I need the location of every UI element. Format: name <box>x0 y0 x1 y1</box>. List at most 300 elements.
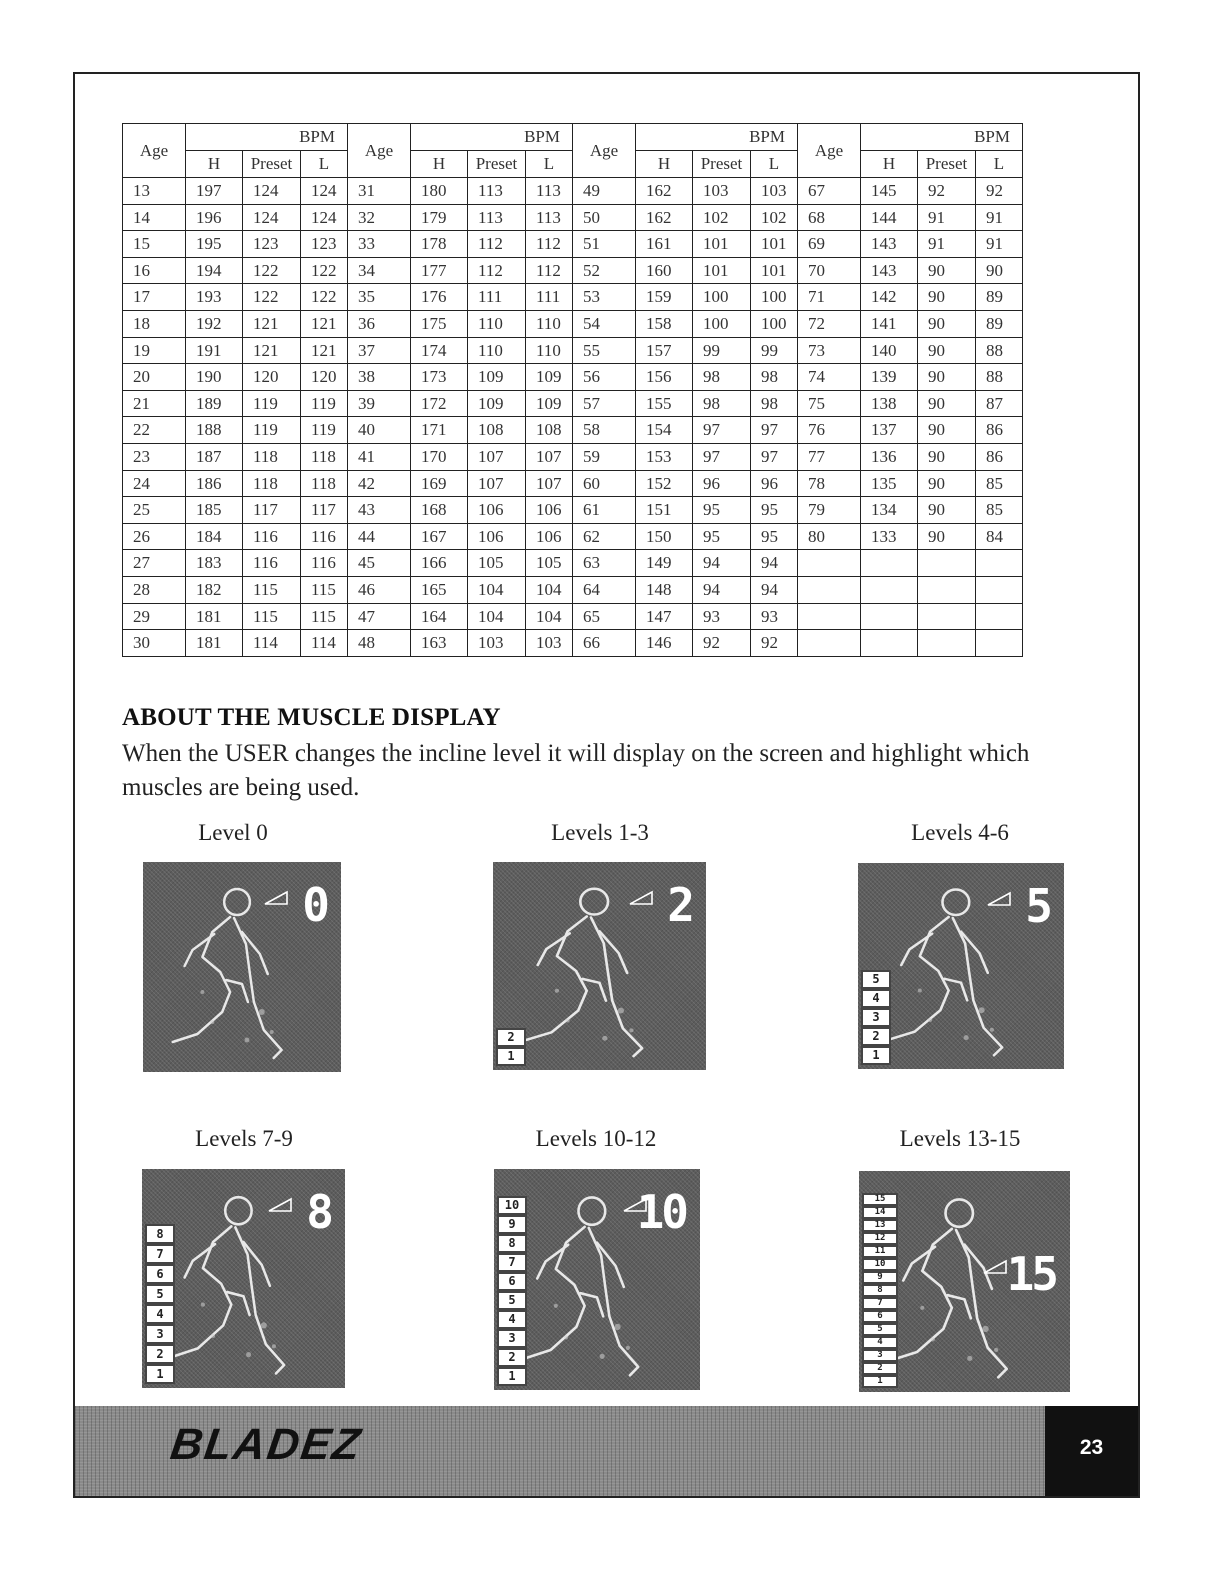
table-cell: 33 <box>348 231 411 258</box>
table-cell: 16 <box>123 257 186 284</box>
table-cell: 118 <box>301 443 348 470</box>
incline-bar: 1 <box>862 1375 898 1388</box>
table-cell: 143 <box>861 257 918 284</box>
table-cell: 104 <box>526 576 573 603</box>
table-cell: 165 <box>411 576 468 603</box>
table-cell: 176 <box>411 284 468 311</box>
table-cell: 59 <box>573 443 636 470</box>
bpm-header: BPM <box>636 124 798 151</box>
table-cell: 188 <box>186 417 243 444</box>
table-cell: 78 <box>798 470 861 497</box>
table-cell: 37 <box>348 337 411 364</box>
table-cell: 124 <box>301 204 348 231</box>
table-cell: 111 <box>468 284 526 311</box>
table-cell: 27 <box>123 550 186 577</box>
table-cell: 91 <box>918 231 976 258</box>
table-cell: 90 <box>918 443 976 470</box>
table-cell: 92 <box>976 178 1023 205</box>
table-cell: 185 <box>186 497 243 524</box>
table-cell: 64 <box>573 576 636 603</box>
bpm-header: BPM <box>411 124 573 151</box>
table-cell <box>798 550 861 577</box>
table-cell: 54 <box>573 310 636 337</box>
table-cell: 108 <box>526 417 573 444</box>
table-cell: 184 <box>186 523 243 550</box>
table-cell: 84 <box>976 523 1023 550</box>
incline-bar-stack <box>497 1196 527 1386</box>
table-cell: 50 <box>573 204 636 231</box>
panel-caption: Level 0 <box>198 820 268 845</box>
panel-caption: Levels 13-15 <box>899 1126 1021 1151</box>
table-cell: 89 <box>976 310 1023 337</box>
incline-bar: 1 <box>496 1047 526 1066</box>
table-cell: 80 <box>798 523 861 550</box>
table-cell: 109 <box>468 364 526 391</box>
table-cell: 90 <box>918 337 976 364</box>
panel-caption: Levels 7-9 <box>195 1126 293 1151</box>
table-cell: 112 <box>468 257 526 284</box>
table-cell: 102 <box>693 204 751 231</box>
incline-bar: 1 <box>861 1046 891 1065</box>
table-cell: 141 <box>861 310 918 337</box>
table-cell: 111 <box>526 284 573 311</box>
table-cell: 121 <box>243 337 301 364</box>
incline-bar: 4 <box>497 1310 527 1329</box>
table-cell: 113 <box>526 204 573 231</box>
table-cell: 99 <box>751 337 798 364</box>
table-cell: 41 <box>348 443 411 470</box>
table-cell: 197 <box>186 178 243 205</box>
table-cell: 116 <box>301 550 348 577</box>
incline-bar: 10 <box>497 1196 527 1215</box>
table-row <box>123 523 1023 550</box>
table-cell: 135 <box>861 470 918 497</box>
incline-bar: 2 <box>145 1344 175 1364</box>
table-cell: 172 <box>411 390 468 417</box>
table-cell: 106 <box>526 523 573 550</box>
table-cell: 196 <box>186 204 243 231</box>
table-cell: 98 <box>693 390 751 417</box>
incline-bar: 10 <box>862 1258 898 1271</box>
table-cell: 187 <box>186 443 243 470</box>
incline-bar: 15 <box>862 1193 898 1206</box>
table-cell: 74 <box>798 364 861 391</box>
table-cell: 186 <box>186 470 243 497</box>
table-cell: 143 <box>861 231 918 258</box>
incline-bar: 4 <box>145 1304 175 1324</box>
table-cell: 89 <box>976 284 1023 311</box>
incline-icon <box>628 890 654 906</box>
table-cell: 100 <box>693 284 751 311</box>
table-cell: 103 <box>693 178 751 205</box>
table-cell: 190 <box>186 364 243 391</box>
table-cell: 151 <box>636 497 693 524</box>
table-cell: 14 <box>123 204 186 231</box>
table-cell: 115 <box>301 576 348 603</box>
table-cell: 154 <box>636 417 693 444</box>
table-cell: 101 <box>751 257 798 284</box>
table-cell <box>976 603 1023 630</box>
h-header: H <box>861 151 918 178</box>
table-cell: 106 <box>468 497 526 524</box>
table-row <box>123 231 1023 258</box>
table-cell: 113 <box>468 178 526 205</box>
incline-bar: 5 <box>497 1291 527 1310</box>
table-cell <box>861 603 918 630</box>
table-cell: 85 <box>976 497 1023 524</box>
table-cell: 61 <box>573 497 636 524</box>
table-cell: 106 <box>526 497 573 524</box>
table-cell: 86 <box>976 443 1023 470</box>
table-cell: 169 <box>411 470 468 497</box>
table-cell: 29 <box>123 603 186 630</box>
section-body: When the USER changes the incline level it will display on the screen and highlight which muscles are being used. <box>122 740 1030 801</box>
table-cell: 140 <box>861 337 918 364</box>
table-cell: 180 <box>411 178 468 205</box>
muscle-display-panel <box>493 862 706 1070</box>
bpm-header: BPM <box>186 124 348 151</box>
table-cell: 120 <box>301 364 348 391</box>
table-cell: 122 <box>243 257 301 284</box>
table-cell: 90 <box>918 417 976 444</box>
table-cell: 179 <box>411 204 468 231</box>
l-header: L <box>751 151 798 178</box>
table-cell: 23 <box>123 443 186 470</box>
table-cell: 124 <box>243 204 301 231</box>
table-cell: 115 <box>243 603 301 630</box>
table-cell: 192 <box>186 310 243 337</box>
table-cell: 117 <box>243 497 301 524</box>
table-cell: 110 <box>468 310 526 337</box>
table-cell: 49 <box>573 178 636 205</box>
table-cell: 90 <box>976 257 1023 284</box>
table-cell: 94 <box>751 550 798 577</box>
table-cell: 55 <box>573 337 636 364</box>
table-cell: 107 <box>468 443 526 470</box>
table-cell: 71 <box>798 284 861 311</box>
table-cell: 105 <box>526 550 573 577</box>
table-cell: 110 <box>526 310 573 337</box>
incline-bar: 8 <box>862 1284 898 1297</box>
table-cell: 112 <box>468 231 526 258</box>
table-cell: 118 <box>243 443 301 470</box>
age-header: Age <box>573 124 636 178</box>
page-number-box <box>1045 1406 1138 1496</box>
table-cell: 101 <box>751 231 798 258</box>
table-cell: 133 <box>861 523 918 550</box>
incline-bar: 5 <box>861 970 891 989</box>
incline-level-digit: 5 <box>1025 879 1050 933</box>
table-cell: 39 <box>348 390 411 417</box>
incline-bar: 5 <box>145 1284 175 1304</box>
table-cell: 161 <box>636 231 693 258</box>
h-header: H <box>411 151 468 178</box>
table-cell: 102 <box>751 204 798 231</box>
incline-icon <box>982 1259 1008 1275</box>
preset-header: Preset <box>693 151 751 178</box>
table-cell: 177 <box>411 257 468 284</box>
table-cell: 58 <box>573 417 636 444</box>
table-cell: 47 <box>348 603 411 630</box>
table-cell: 97 <box>751 417 798 444</box>
incline-bar: 7 <box>862 1297 898 1310</box>
table-cell <box>918 550 976 577</box>
l-header: L <box>301 151 348 178</box>
table-cell: 32 <box>348 204 411 231</box>
table-cell <box>861 576 918 603</box>
table-cell: 45 <box>348 550 411 577</box>
table-cell: 97 <box>693 417 751 444</box>
table-row <box>123 284 1023 311</box>
table-cell: 156 <box>636 364 693 391</box>
table-cell: 63 <box>573 550 636 577</box>
table-cell: 36 <box>348 310 411 337</box>
table-cell <box>861 550 918 577</box>
table-cell: 103 <box>468 630 526 657</box>
table-cell: 90 <box>918 470 976 497</box>
incline-bar: 3 <box>862 1349 898 1362</box>
table-cell: 195 <box>186 231 243 258</box>
table-cell: 66 <box>573 630 636 657</box>
table-cell: 194 <box>186 257 243 284</box>
table-cell: 104 <box>468 576 526 603</box>
table-cell: 86 <box>976 417 1023 444</box>
table-cell: 90 <box>918 390 976 417</box>
incline-level-digit: 10 <box>636 1185 686 1239</box>
incline-bar: 11 <box>862 1245 898 1258</box>
table-cell: 94 <box>693 550 751 577</box>
table-row <box>123 497 1023 524</box>
table-row <box>123 257 1023 284</box>
table-cell: 90 <box>918 257 976 284</box>
table-cell: 170 <box>411 443 468 470</box>
table-cell: 124 <box>301 178 348 205</box>
table-cell: 70 <box>798 257 861 284</box>
table-cell: 94 <box>751 576 798 603</box>
incline-bar: 1 <box>497 1367 527 1386</box>
table-row <box>123 337 1023 364</box>
muscle-display-panel <box>858 863 1064 1069</box>
table-cell: 30 <box>123 630 186 657</box>
table-cell: 75 <box>798 390 861 417</box>
table-cell: 121 <box>301 310 348 337</box>
table-cell: 114 <box>243 630 301 657</box>
table-cell: 162 <box>636 204 693 231</box>
table-cell: 174 <box>411 337 468 364</box>
table-cell: 72 <box>798 310 861 337</box>
table-cell: 57 <box>573 390 636 417</box>
table-cell: 44 <box>348 523 411 550</box>
table-cell: 95 <box>693 523 751 550</box>
incline-bar: 8 <box>145 1224 175 1244</box>
table-cell: 119 <box>243 390 301 417</box>
table-cell: 148 <box>636 576 693 603</box>
incline-bar: 13 <box>862 1219 898 1232</box>
table-cell: 92 <box>751 630 798 657</box>
table-cell: 22 <box>123 417 186 444</box>
table-cell: 113 <box>468 204 526 231</box>
table-cell: 91 <box>976 231 1023 258</box>
table-cell: 155 <box>636 390 693 417</box>
muscle-display-panel <box>142 1169 345 1388</box>
incline-bar: 6 <box>862 1310 898 1323</box>
table-cell: 160 <box>636 257 693 284</box>
table-row <box>123 204 1023 231</box>
incline-bar: 14 <box>862 1206 898 1219</box>
bpm-header: BPM <box>861 124 1023 151</box>
table-cell: 136 <box>861 443 918 470</box>
table-cell: 92 <box>693 630 751 657</box>
age-header: Age <box>798 124 861 178</box>
table-cell <box>976 550 1023 577</box>
table-cell: 153 <box>636 443 693 470</box>
table-cell: 103 <box>751 178 798 205</box>
table-cell: 191 <box>186 337 243 364</box>
incline-icon <box>263 890 289 906</box>
table-cell: 166 <box>411 550 468 577</box>
age-header: Age <box>348 124 411 178</box>
table-cell: 173 <box>411 364 468 391</box>
table-cell: 91 <box>918 204 976 231</box>
l-header: L <box>976 151 1023 178</box>
section-title: ABOUT THE MUSCLE DISPLAY <box>122 704 501 731</box>
table-row <box>123 470 1023 497</box>
table-cell: 124 <box>243 178 301 205</box>
table-cell: 107 <box>526 443 573 470</box>
table-row <box>123 417 1023 444</box>
table-cell: 94 <box>693 576 751 603</box>
panel-caption: Levels 10-12 <box>535 1126 657 1151</box>
table-cell: 96 <box>693 470 751 497</box>
incline-bar: 6 <box>497 1272 527 1291</box>
table-cell: 67 <box>798 178 861 205</box>
table-cell: 25 <box>123 497 186 524</box>
table-cell: 85 <box>976 470 1023 497</box>
table-cell: 90 <box>918 497 976 524</box>
table-row <box>123 390 1023 417</box>
incline-level-digit: 8 <box>306 1185 331 1239</box>
table-cell: 178 <box>411 231 468 258</box>
table-cell: 13 <box>123 178 186 205</box>
table-cell: 123 <box>301 231 348 258</box>
table-cell: 60 <box>573 470 636 497</box>
incline-bar: 1 <box>145 1364 175 1384</box>
incline-bar: 2 <box>862 1362 898 1375</box>
table-cell: 31 <box>348 178 411 205</box>
table-cell: 43 <box>348 497 411 524</box>
table-cell: 100 <box>751 310 798 337</box>
incline-level-digit: 0 <box>302 878 327 932</box>
table-cell: 112 <box>526 231 573 258</box>
table-cell: 146 <box>636 630 693 657</box>
table-cell: 88 <box>976 337 1023 364</box>
table-cell: 19 <box>123 337 186 364</box>
table-cell: 157 <box>636 337 693 364</box>
incline-bar-stack <box>145 1224 175 1384</box>
table-row <box>123 576 1023 603</box>
table-cell: 103 <box>526 630 573 657</box>
table-cell: 117 <box>301 497 348 524</box>
incline-bar: 5 <box>862 1323 898 1336</box>
table-cell: 164 <box>411 603 468 630</box>
table-cell: 115 <box>301 603 348 630</box>
table-cell: 88 <box>976 364 1023 391</box>
table-cell: 87 <box>976 390 1023 417</box>
muscle-display-panel <box>494 1169 700 1390</box>
table-cell: 92 <box>918 178 976 205</box>
table-cell: 17 <box>123 284 186 311</box>
table-cell: 24 <box>123 470 186 497</box>
table-cell: 97 <box>693 443 751 470</box>
table-cell: 106 <box>468 523 526 550</box>
table-cell: 95 <box>751 523 798 550</box>
muscle-display-panel <box>143 862 341 1072</box>
table-cell: 48 <box>348 630 411 657</box>
table-cell: 150 <box>636 523 693 550</box>
incline-bar-stack <box>862 1193 898 1388</box>
table-cell: 34 <box>348 257 411 284</box>
table-cell: 65 <box>573 603 636 630</box>
table-cell: 52 <box>573 257 636 284</box>
table-cell: 35 <box>348 284 411 311</box>
table-cell: 98 <box>751 364 798 391</box>
table-row <box>123 550 1023 577</box>
table-cell: 28 <box>123 576 186 603</box>
table-cell: 95 <box>751 497 798 524</box>
table-cell: 119 <box>301 390 348 417</box>
table-cell: 121 <box>243 310 301 337</box>
table-cell <box>798 576 861 603</box>
table-cell: 90 <box>918 284 976 311</box>
preset-header: Preset <box>243 151 301 178</box>
table-cell: 116 <box>243 550 301 577</box>
table-cell: 20 <box>123 364 186 391</box>
table-cell: 162 <box>636 178 693 205</box>
table-cell: 122 <box>243 284 301 311</box>
incline-bar: 4 <box>862 1336 898 1349</box>
table-cell: 98 <box>693 364 751 391</box>
table-cell: 46 <box>348 576 411 603</box>
incline-bar-stack <box>861 970 891 1065</box>
table-cell: 107 <box>468 470 526 497</box>
table-cell: 152 <box>636 470 693 497</box>
table-cell: 137 <box>861 417 918 444</box>
h-header: H <box>186 151 243 178</box>
table-row <box>123 364 1023 391</box>
table-cell: 51 <box>573 231 636 258</box>
incline-bar: 3 <box>145 1324 175 1344</box>
table-cell: 168 <box>411 497 468 524</box>
table-cell: 181 <box>186 630 243 657</box>
table-cell: 119 <box>243 417 301 444</box>
table-row <box>123 630 1023 657</box>
table-cell <box>918 630 976 657</box>
incline-bar: 4 <box>861 989 891 1008</box>
table-cell: 163 <box>411 630 468 657</box>
incline-bar: 12 <box>862 1232 898 1245</box>
table-cell: 69 <box>798 231 861 258</box>
table-cell: 68 <box>798 204 861 231</box>
table-cell: 118 <box>301 470 348 497</box>
muscle-display-panel <box>859 1171 1070 1392</box>
table-cell: 171 <box>411 417 468 444</box>
table-cell <box>798 630 861 657</box>
incline-bar: 7 <box>145 1244 175 1264</box>
table-cell: 138 <box>861 390 918 417</box>
table-cell: 158 <box>636 310 693 337</box>
table-cell: 109 <box>526 364 573 391</box>
incline-bar: 9 <box>862 1271 898 1284</box>
